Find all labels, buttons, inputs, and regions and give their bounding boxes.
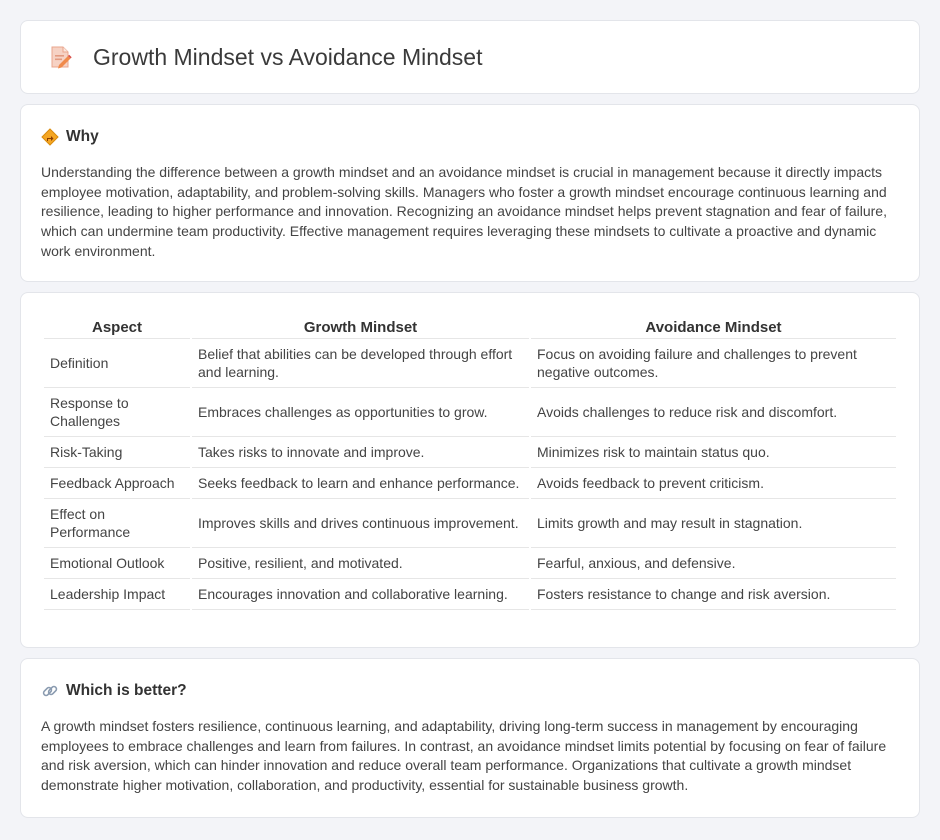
- comparison-table: [42, 313, 898, 610]
- avoidance-cell: Limits growth and may result in stagnation.: [531, 499, 896, 548]
- better-heading-label: Which is better?: [66, 682, 187, 699]
- growth-cell: Encourages innovation and collaborative learning.: [192, 579, 529, 610]
- avoidance-cell: Fosters resistance to change and risk aversion.: [531, 579, 896, 610]
- better-text: A growth mindset fosters resilience, continuous learning, and adaptability, driving long-term success in management by encouraging employees to embrace challenges and learn from failures. In contrast, an avoidance mindset limits potential by focusing on fear of failure and risk aversion, which can hinder innovation and reduce overall team performance. Organizations that cultivate a growth mindset demonstrate higher motivation, collaboration, and productivity, essential for sustainable business growth.: [41, 718, 887, 794]
- page-title: Growth Mindset vs Avoidance Mindset: [93, 43, 483, 70]
- table-row: [44, 437, 896, 468]
- aspect-cell: Feedback Approach: [44, 468, 190, 499]
- aspect-cell: Emotional Outlook: [44, 548, 190, 579]
- growth-cell: Improves skills and drives continuous improvement.: [192, 499, 529, 548]
- growth-cell: Belief that abilities can be developed through effort and learning.: [192, 339, 529, 388]
- growth-cell: Seeks feedback to learn and enhance performance.: [192, 468, 529, 499]
- table-row: [44, 579, 896, 610]
- avoidance-cell: Avoids challenges to reduce risk and discomfort.: [531, 388, 896, 437]
- table-row: [44, 468, 896, 499]
- column-header-aspect: Aspect: [44, 313, 190, 339]
- table-row: [44, 499, 896, 548]
- avoidance-cell: Minimizes risk to maintain status quo.: [531, 437, 896, 468]
- better-heading: [41, 681, 899, 701]
- growth-cell: Takes risks to innovate and improve.: [192, 437, 529, 468]
- avoidance-cell: Focus on avoiding failure and challenges to prevent negative outcomes.: [531, 339, 896, 388]
- avoidance-cell: Avoids feedback to prevent criticism.: [531, 468, 896, 499]
- why-heading-label: Why: [66, 128, 99, 145]
- table-header-row: [44, 313, 896, 339]
- link-icon: [41, 682, 59, 700]
- which-is-better-section: [20, 658, 920, 818]
- aspect-cell: Definition: [44, 339, 190, 388]
- table-row: [44, 388, 896, 437]
- header-card: [20, 20, 920, 94]
- growth-cell: Positive, resilient, and motivated.: [192, 548, 529, 579]
- column-header-growth: Growth Mindset: [192, 313, 529, 339]
- diamond-sign-icon: [41, 128, 59, 146]
- document-edit-icon: [47, 44, 73, 70]
- aspect-cell: Risk-Taking: [44, 437, 190, 468]
- why-heading: [41, 127, 899, 147]
- table-row: [44, 548, 896, 579]
- growth-cell: Embraces challenges as opportunities to grow.: [192, 388, 529, 437]
- why-section: [20, 104, 920, 282]
- aspect-cell: Effect on Performance: [44, 499, 190, 548]
- comparison-section: [20, 292, 920, 648]
- aspect-cell: Response to Challenges: [44, 388, 190, 437]
- table-row: [44, 339, 896, 388]
- column-header-avoidance: Avoidance Mindset: [531, 313, 896, 339]
- why-text: Understanding the difference between a growth mindset and an avoidance mindset is crucial in management because it directly impacts employee motivation, adaptability, and problem-solving skills. Managers who foster a growth mindset encourage continuous learning and resilience, leading to higher performance and innovation. Recognizing an avoidance mindset helps prevent stagnation and fear of failure, which can undermine team productivity. Effective management requires leveraging these mindsets to cultivate a proactive and dynamic work environment.: [41, 164, 887, 259]
- aspect-cell: Leadership Impact: [44, 579, 190, 610]
- avoidance-cell: Fearful, anxious, and defensive.: [531, 548, 896, 579]
